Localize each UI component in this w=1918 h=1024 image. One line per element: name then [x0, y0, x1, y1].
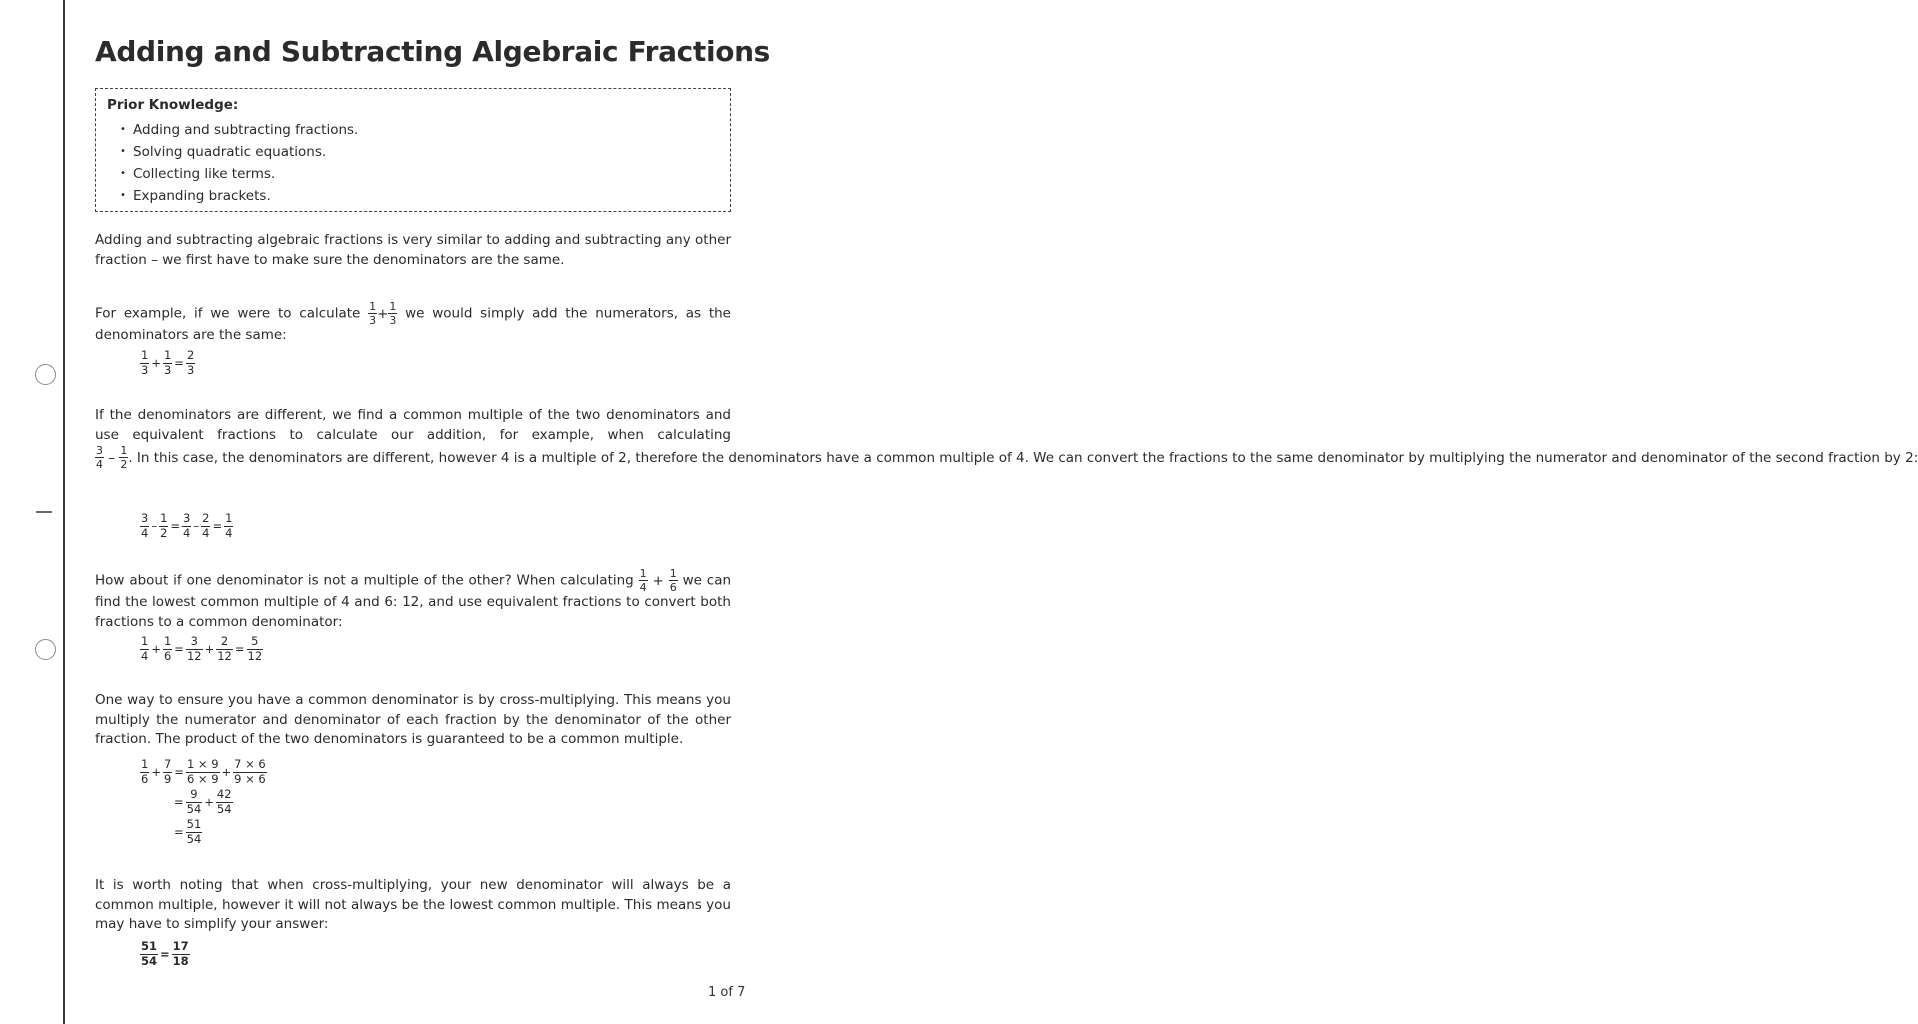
fold-mark — [36, 511, 52, 513]
inline-fraction: $\frac{3}{4}$ — [96, 444, 103, 471]
fraction: $\frac{51}{54}$ — [186, 817, 202, 846]
binder-hole-icon — [35, 639, 56, 660]
equation-lowest-common-multiple: $\frac{1}{4}$ + $\frac{1}{6}$ = $\frac{3}{12}$ + $\frac{2}{12}$ = $\frac{5}{12}$ — [141, 634, 263, 663]
list-item: • Adding and subtracting fractions. — [120, 121, 358, 143]
cross-multiplying-paragraph: One way to ensure you have a common denominator is by cross-multiplying. This means you multiply the numerator and denominator of each fraction by the denominator of the other fraction. The product of the two denominators is guaranteed to be a common multiple. — [95, 692, 731, 747]
page-number: 1 of 7 — [708, 985, 746, 1000]
binder-hole-icon — [35, 364, 56, 385]
fraction: $\frac{5}{12}$ — [247, 634, 263, 663]
equation-different-denominator: $\frac{3}{4}$ – $\frac{1}{2}$ = $\frac{3}{4}$ – $\frac{2}{4}$ = $\frac{1}{4}$ — [141, 511, 233, 540]
fraction: $\frac{1}{3}$ — [163, 348, 172, 377]
fraction: $\frac{51}{54}$ — [141, 939, 158, 968]
fraction: $\frac{1}{4}$ — [141, 634, 149, 663]
binder-margin-line — [63, 0, 65, 1024]
fraction: $\frac{2}{12}$ — [217, 634, 232, 663]
fraction: $\frac{17}{18}$ — [172, 939, 189, 968]
fraction: $\frac{7 \times 6}{9 \times 6}$ — [234, 757, 266, 786]
inline-fraction: $\frac{1}{2}$ — [120, 444, 128, 471]
fraction: $\frac{1}{2}$ — [160, 511, 168, 540]
fraction: $\frac{1}{4}$ — [225, 511, 233, 540]
fraction: $\frac{3}{4}$ — [141, 511, 149, 540]
fraction: $\frac{1}{3}$ — [141, 348, 149, 377]
fraction: $\frac{2}{4}$ — [202, 511, 210, 540]
different-denominator-paragraph: If the denominators are different, we find a common multiple of the two denominators and use equivalent fractions to calculate our addition, for example, when calculating $\frac{3}{4}$ – $\frac{1}{2}$ . In this case, the denominators are different, however 4 is a multiple of 2, therefore the denominators have a common multiple of 4. We can convert the fractions to the same denominator by multiplying the numerator and denominator of the second fraction by 2: — [95, 407, 1918, 471]
equation-simplify: $\frac{51}{54}$ = $\frac{17}{18}$ — [141, 939, 189, 968]
fraction: $\frac{1}{6}$ — [141, 757, 149, 786]
fraction: $\frac{9}{54}$ — [186, 787, 202, 816]
equation-cross-multiply-line-3: = $\frac{51}{54}$ — [174, 817, 202, 846]
prior-knowledge-heading: Prior Knowledge: — [107, 97, 239, 113]
lowest-common-multiple-paragraph: How about if one denominator is not a multiple of the other? When calculating $\frac{1}{4}$ + $\frac{1}{6}$ we can find the lowest common multiple of 4 and 6: 12, and use equivalent fractions to convert both fractions to a common denominator: — [95, 567, 732, 630]
intro-paragraph: Adding and subtracting algebraic fractions is very similar to adding and subtracting any other fraction – we first have to make sure the denominators are the same. — [95, 232, 731, 268]
fraction: $\frac{42}{54}$ — [216, 787, 232, 816]
fraction: $\frac{3}{4}$ — [183, 511, 191, 540]
equation-cross-multiply-line-2: = $\frac{9}{54}$ + $\frac{42}{54}$ — [174, 787, 232, 816]
simplify-paragraph: It is worth noting that when cross-multiplying, your new denominator will always be a common multiple, however it will not always be the lowest common multiple. This means you may have to simplify your answer: — [95, 877, 731, 932]
fraction: $\frac{2}{3}$ — [186, 348, 195, 377]
fraction: $\frac{1 \times 9}{6 \times 9}$ — [186, 757, 219, 786]
equation-cross-multiply-line-1: $\frac{1}{6}$ + $\frac{7}{9}$ = $\frac{1 \times 9}{6 \times 9}$ + $\frac{7 \times 6}{9 \times 6}$ — [141, 757, 266, 786]
inline-fraction: $\frac{1}{3}$ — [389, 300, 397, 327]
equation-same-denominator: $\frac{1}{3}$ + $\frac{1}{3}$ = $\frac{2}{3}$ — [141, 348, 195, 377]
list-item: • Solving quadratic equations. — [120, 143, 358, 165]
list-item: • Expanding brackets. — [120, 187, 358, 209]
fraction: $\frac{3}{12}$ — [186, 634, 202, 663]
example-same-denominator-paragraph: For example, if we were to calculate $\frac{1}{3}$ + $\frac{1}{3}$ we would simply add the numerators, as the denominators are the same: — [95, 300, 731, 343]
fraction: $\frac{7}{9}$ — [163, 757, 172, 786]
list-item: • Collecting like terms. — [120, 165, 358, 187]
prior-knowledge-box — [95, 88, 731, 212]
inline-fraction: $\frac{1}{3}$ — [369, 300, 377, 327]
inline-fraction: $\frac{1}{4}$ — [639, 567, 647, 594]
page-title: Adding and Subtracting Algebraic Fractions — [95, 35, 770, 68]
inline-fraction: $\frac{1}{6}$ — [669, 567, 677, 594]
prior-knowledge-list — [120, 121, 358, 209]
fraction: $\frac{1}{6}$ — [163, 634, 172, 663]
